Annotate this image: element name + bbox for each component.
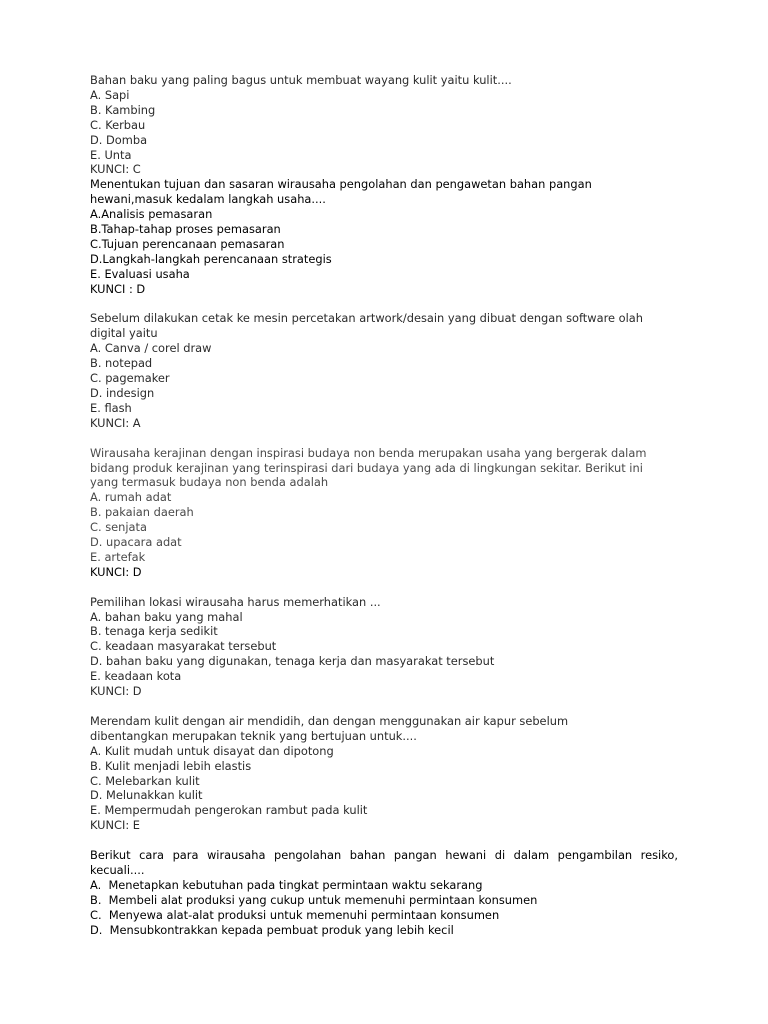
option-a: A. Canva / corel draw bbox=[90, 341, 212, 356]
option-e: E. flash bbox=[90, 400, 132, 415]
option-d: D.Langkah-langkah perencanaan strategis bbox=[90, 251, 332, 266]
answer-key: KUNCI: C bbox=[90, 162, 141, 177]
question-text: Menentukan tujuan dan sasaran wirausaha pengolahan dan pengawetan bahan pangan hewani,masuk kedalam langkah usaha.... bbox=[90, 177, 592, 207]
option-b: B. Kulit menjadi lebih elastis bbox=[90, 758, 252, 773]
question-block-2 bbox=[90, 177, 690, 296]
option-a: A. rumah adat bbox=[90, 490, 172, 505]
option-a: A. Kulit mudah untuk disayat dan dipotong bbox=[90, 743, 334, 758]
option-b: B. tenaga kerja sedikit bbox=[90, 624, 218, 639]
option-b: B. Kambing bbox=[90, 102, 156, 117]
option-a: A. bahan baku yang mahal bbox=[90, 609, 243, 624]
option-d: D. Mensubkontrakkan kepada pembuat produk yang lebih kecil bbox=[90, 922, 454, 937]
answer-key: KUNCI: A bbox=[90, 415, 141, 430]
question-text: Pemilihan lokasi wirausaha harus memerhatikan ... bbox=[90, 594, 381, 609]
question-block-6 bbox=[90, 714, 690, 833]
option-e: E. Mempermudah pengerokan rambut pada kulit bbox=[90, 803, 368, 818]
question-block-1 bbox=[90, 73, 690, 177]
answer-key: KUNCI: D bbox=[90, 564, 142, 579]
question-text: Bahan baku yang paling bagus untuk membuat wayang kulit yaitu kulit.... bbox=[90, 73, 512, 87]
question-text: Wirausaha kerajinan dengan inspirasi budaya non benda merupakan usaha yang bergerak dalam bidang produk kerajinan yang terinspirasi dari budaya yang ada di lingkungan sekitar. Berikut ini yang termasuk budaya non benda adalah bbox=[90, 445, 647, 490]
option-d: D. Domba bbox=[90, 132, 148, 147]
question-text: Merendam kulit dengan air mendidih, dan dengan menggunakan air kapur sebelum dibentangkan merupakan teknik yang bertujuan untuk.... bbox=[90, 713, 569, 743]
option-c: C. keadaan masyarakat tersebut bbox=[90, 639, 277, 654]
option-d: D. upacara adat bbox=[90, 535, 182, 550]
answer-key: KUNCI : D bbox=[90, 281, 146, 296]
option-c: C.Tujuan perencanaan pemasaran bbox=[90, 236, 285, 251]
question-block-4 bbox=[90, 446, 690, 580]
answer-key: KUNCI: D bbox=[90, 684, 142, 699]
question-list bbox=[90, 73, 690, 937]
option-d: D. indesign bbox=[90, 386, 155, 401]
option-a: A.Analisis pemasaran bbox=[90, 207, 213, 222]
option-c: C. senjata bbox=[90, 520, 147, 535]
question-text: Sebelum dilakukan cetak ke mesin percetakan artwork/desain yang dibuat dengan software olah digital yaitu bbox=[90, 311, 643, 341]
question-block-7 bbox=[90, 848, 690, 937]
option-d: D. Melunakkan kulit bbox=[90, 788, 203, 803]
question-block-3 bbox=[90, 311, 690, 430]
option-c: C. pagemaker bbox=[90, 371, 170, 386]
option-e: E. Unta bbox=[90, 147, 132, 162]
question-text: Berikut cara para wirausaha pengolahan bahan pangan hewani di dalam pengambilan resiko, kecuali.... bbox=[90, 848, 678, 877]
option-b: B. pakaian daerah bbox=[90, 505, 194, 520]
question-block-5 bbox=[90, 595, 690, 699]
option-c: C. Menyewa alat-alat produksi untuk memenuhi permintaan konsumen bbox=[90, 907, 500, 922]
option-b: B.Tahap-tahap proses pemasaran bbox=[90, 222, 281, 237]
option-d: D. bahan baku yang digunakan, tenaga kerja dan masyarakat tersebut bbox=[90, 654, 495, 669]
option-b: B. Membeli alat produksi yang cukup untuk memenuhi permintaan konsumen bbox=[90, 892, 538, 907]
option-a: A. Menetapkan kebutuhan pada tingkat permintaan waktu sekarang bbox=[90, 877, 483, 892]
option-b: B. notepad bbox=[90, 356, 153, 371]
answer-key: KUNCI: E bbox=[90, 818, 140, 833]
option-a: A. Sapi bbox=[90, 87, 130, 102]
option-e: E. Evaluasi usaha bbox=[90, 266, 190, 281]
option-c: C. Kerbau bbox=[90, 117, 146, 132]
option-c: C. Melebarkan kulit bbox=[90, 773, 200, 788]
option-e: E. artefak bbox=[90, 549, 146, 564]
option-e: E. keadaan kota bbox=[90, 669, 182, 684]
